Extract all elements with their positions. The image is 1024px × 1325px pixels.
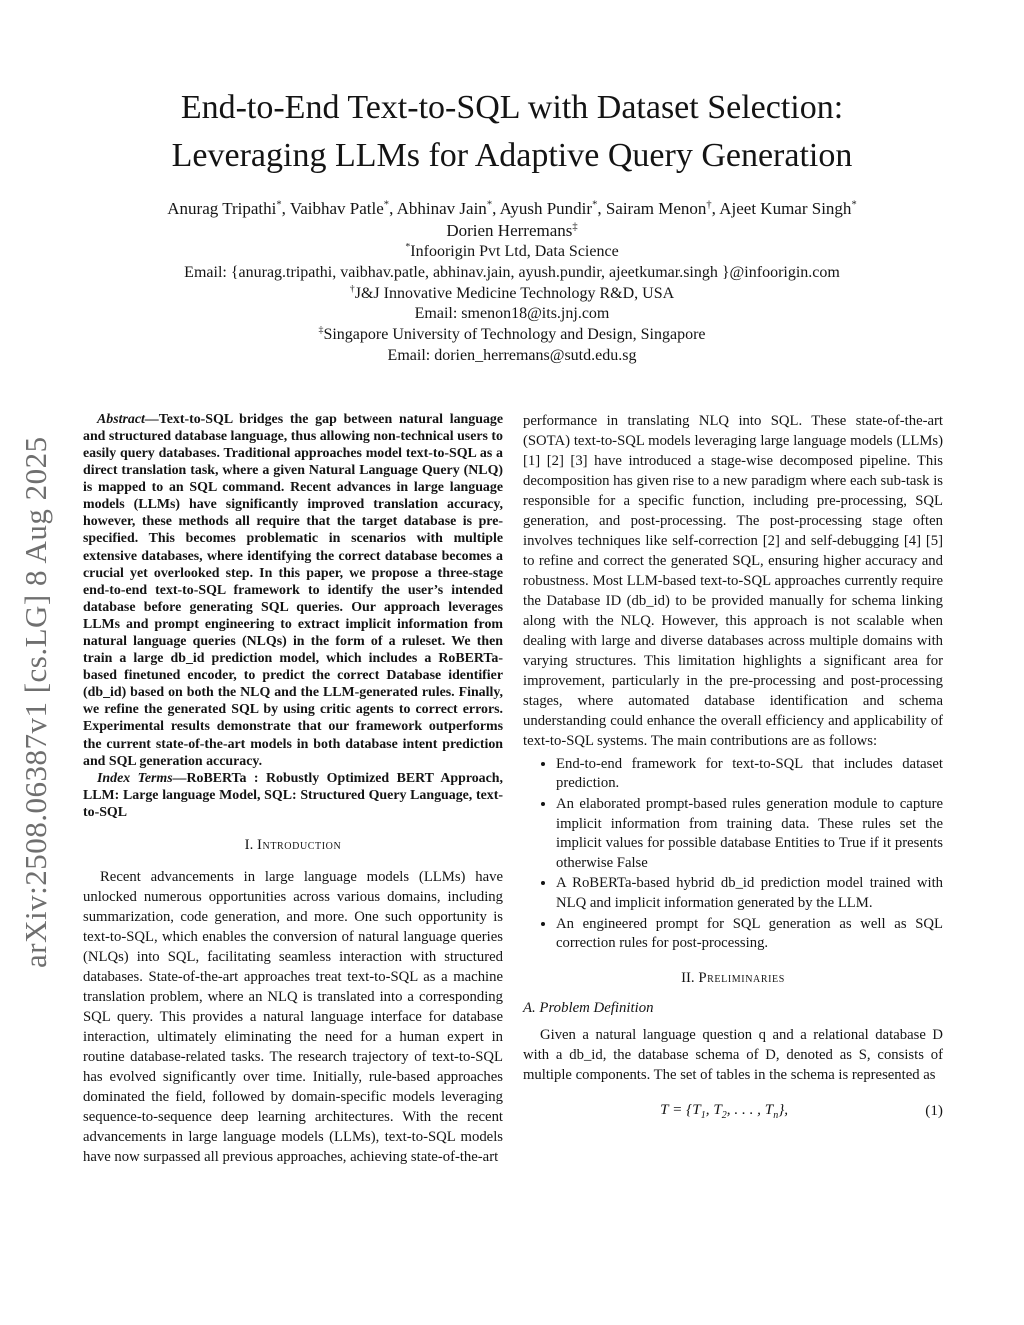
section-title: Preliminaries	[698, 969, 785, 986]
section-heading-introduction	[83, 837, 503, 854]
subsection-problem-definition: A. Problem Definition	[523, 999, 654, 1016]
paper-title	[0, 84, 1024, 180]
affiliation-mark: ‡	[318, 324, 324, 336]
equation-subscript: n	[773, 1109, 779, 1121]
paper-title-line1: End-to-End Text-to-SQL with Dataset Selection:	[180, 89, 844, 126]
author-name: Abhinav Jain	[396, 199, 487, 218]
author-mark: *	[851, 199, 857, 211]
affiliation-text: Email: dorien_herremans@sutd.edu.sg	[387, 346, 637, 364]
author-separator: ,	[281, 199, 290, 218]
affiliation-line	[0, 263, 1024, 284]
contribution-item: • An elaborated prompt-based rules generation module to capture implicit information from training data. These rules set the implicit values for possible database Entities to True if it presents otherwise False	[556, 795, 943, 873]
author-mark: †	[706, 199, 712, 211]
equation-segment: },	[778, 1100, 789, 1118]
author-mark: *	[486, 199, 493, 211]
equation-segment: T = {T	[660, 1100, 701, 1118]
equation-segment: , T	[705, 1100, 722, 1118]
author-name: Dorien Herremans	[446, 221, 573, 240]
affiliation-line	[0, 242, 1024, 263]
affiliation-mark: †	[349, 283, 355, 295]
abstract-text: Text-to-SQL bridges the gap between natural language and structured database language, thus allowing non-technical users to easily query databases. Traditional approaches model text-to-SQL as a direct translation task, where a given Natural Language Query (NLQ) is mapped to an SQL command. Recent advances in large language models (LLMs) have significantly improved translation accuracy, however, these methods all require that the target database is pre-specified. This becomes problematic in scenarios with multiple extensive databases, where identifying the correct database becomes a crucial yet overlooked step. In this paper, we propose a three-stage end-to-end text-to-SQL framework to identify the user’s intended database before generating SQL queries. Our approach leverages LLMs and prompt engineering to extract implicit information from natural language queries (NLQs) in the form of a ruleset. We then train a large db_id prediction model, which includes a RoBERTa-based finetuned encoder, to predict the correct Database identifier (db_id) based on both the NLQ and the LLM-generated rules. Finally, we refine the generated SQL by using critic agents to correct errors. Experimental results demonstrate that our framework outperforms the current state-of-the-art models in both database intent prediction and SQL generation accuracy.	[83, 411, 503, 769]
author-name: Sairam Menon	[605, 199, 707, 218]
affiliation-line	[0, 304, 1024, 325]
equation	[523, 1101, 925, 1121]
equation-subscript: 1	[700, 1109, 706, 1121]
paper-header	[0, 0, 1024, 367]
problem-definition-paragraph: Given a natural language question q and a relational database D with a db_id, the database schema of D, denoted as S, consists of multiple components. The set of tables in the schema is represented as	[523, 1026, 943, 1083]
equation-subscript: 2	[721, 1109, 727, 1121]
affiliation-text: Email: smenon18@its.jnj.com	[414, 305, 610, 323]
affiliations-block	[0, 242, 1024, 367]
section-number: II.	[681, 969, 695, 986]
index-terms-text: RoBERTa : Robustly Optimized BERT Approach, LLM: Large language Model, SQL: Structured Query Language, text-to-SQL	[83, 770, 503, 820]
authors-line1	[0, 198, 1024, 220]
author-mark: *	[383, 199, 390, 211]
section-heading-preliminaries	[523, 970, 943, 987]
affiliation-text: Infoorigin Pvt Ltd, Data Science	[410, 243, 619, 260]
affiliation-line	[0, 284, 1024, 305]
contribution-item: • End-to-end framework for text-to-SQL that includes dataset prediction.	[556, 755, 943, 794]
affiliation-line	[0, 346, 1024, 367]
index-terms-label: Index Terms—	[97, 770, 187, 786]
section-title: Introduction	[256, 837, 342, 854]
author-name: Anurag Tripathi	[167, 199, 277, 218]
right-column	[523, 411, 943, 1167]
authors-block	[0, 198, 1024, 242]
author-mark: *	[592, 199, 598, 211]
affiliation-text: J&J Innovative Medicine Technology R&D, USA	[354, 284, 675, 302]
index-terms-paragraph	[83, 770, 503, 821]
affiliation-mark: *	[405, 241, 411, 253]
contribution-item: • A RoBERTa-based hybrid db_id prediction model trained with NLQ and implicit information generated by the LLM.	[556, 874, 943, 913]
intro-paragraph: Recent advancements in large language models (LLMs) have unlocked numerous opportunities across various domains, including summarization, code generation, and more. One such opportunity is text-to-SQL, which enables the conversion of natural language queries (NLQs) into SQL, facilitating seamless interaction with structured databases. State-of-the-art approaches treat text-to-SQL as a machine translation problem, where an NLQ is translated into a corresponding SQL query. This provides a natural language interface for database interaction, ultimately eliminating the need for a human expert in routine database-related tasks. The research trajectory of text-to-SQL has evolved significantly over time. Initially, rule-based approaches dominated the field, followed by domain-specific models leveraging sequence-to-sequence deep learning architectures. With the recent advancements in large language models (LLMs), text-to-SQL models have now surpassed all previous approaches, achieving state-of-the-art	[83, 869, 503, 1166]
authors-line2	[0, 220, 1024, 242]
author-separator: ,	[492, 199, 500, 218]
abstract-paragraph	[83, 411, 503, 770]
contribution-item: • An engineered prompt for SQL generation as well as SQL correction rules for post-processing.	[556, 915, 943, 954]
author-separator: ,	[711, 199, 720, 218]
two-column-body	[83, 411, 943, 1167]
author-separator: ,	[389, 199, 397, 218]
equation-row	[523, 1101, 943, 1121]
author-name: Vaibhav Patle	[289, 199, 384, 218]
paper-title-line2: Leveraging LLMs for Adaptive Query Generation	[171, 137, 853, 174]
author-name: Ajeet Kumar Singh	[719, 199, 852, 218]
abstract-label: Abstract—	[97, 411, 159, 427]
affiliation-line	[0, 325, 1024, 346]
author-mark: ‡	[572, 221, 578, 233]
equation-segment: , . . . , T	[726, 1100, 774, 1118]
author-separator: ,	[597, 199, 606, 218]
section-number: I.	[244, 837, 254, 854]
left-column	[83, 411, 503, 1167]
continuation-paragraph: performance in translating NLQ into SQL. These state-of-the-art (SOTA) text-to-SQL models leveraging large language models (LLMs) [1] [2] [3] have introduced a stage-wise decomposed pipeline. This decomposition has given rise to a new paradigm where each sub-task is responsible for a specific function, including pre-processing, SQL generation, and post-processing. The post-processing stage often involves techniques like self-correction [2] and self-debugging [4] [5] to refine and correct the generated SQL, ensuring higher accuracy and robustness. Most LLM-based text-to-SQL approaches currently require the Database ID (db_id) to be provided manually for schema linking along with the NLQ. However, this approach is not scalable when dealing with large and diverse databases across multiple domains with varying structures. This limitation highlights a significant area for improvement, particularly in the pre-processing and post-processing stages, where automated database identification and schema understanding could enhance the overall efficiency and applicability of text-to-SQL systems. The main contributions are as follows:	[523, 412, 943, 749]
equation-number: (1)	[925, 1101, 943, 1119]
arxiv-watermark: arXiv:2508.06387v1 [cs.LG] 8 Aug 2025	[18, 436, 53, 968]
author-mark: *	[276, 199, 282, 211]
affiliation-text: Email: {anurag.tripathi, vaibhav.patle, abhinav.jain, ayush.pundir, ajeetkumar.singh }@infoorigin.com	[184, 263, 840, 281]
contributions-list	[523, 755, 943, 954]
author-name: Ayush Pundir	[499, 199, 593, 218]
affiliation-text: Singapore University of Technology and Design, Singapore	[323, 326, 706, 344]
